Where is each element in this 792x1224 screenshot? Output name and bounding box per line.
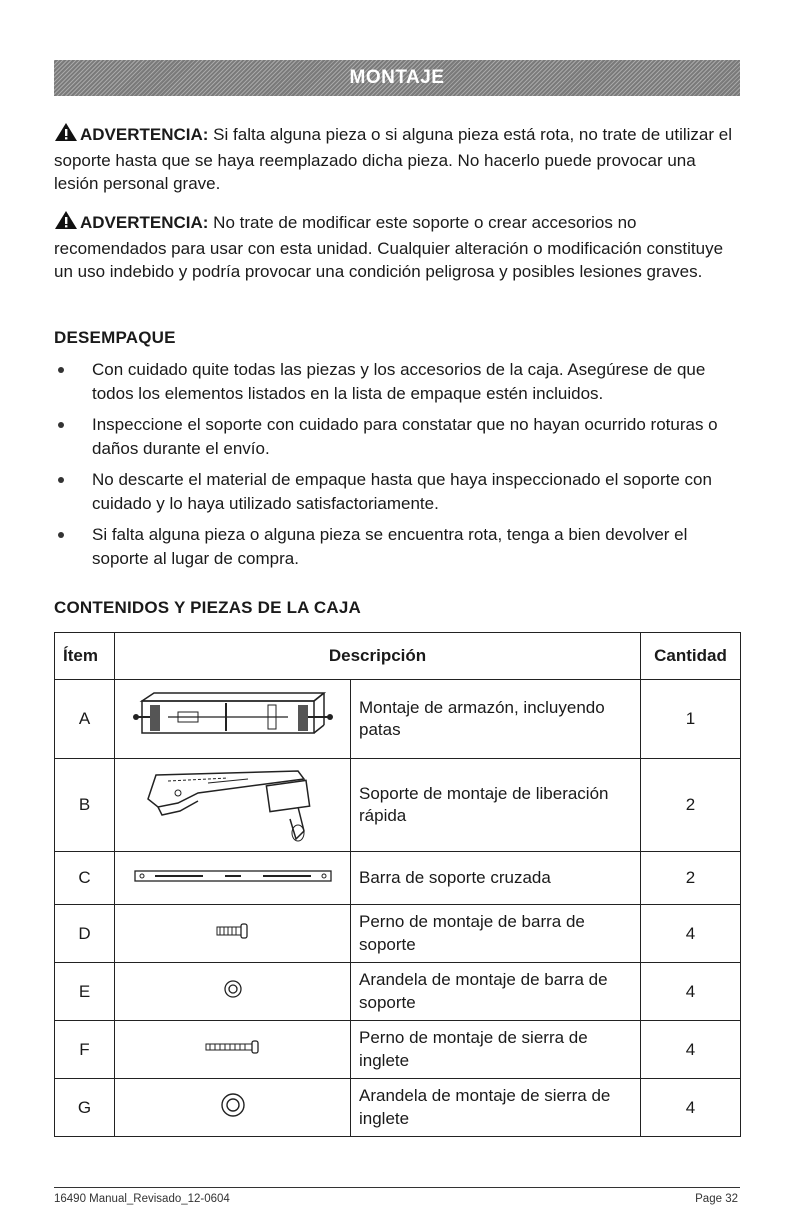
column-header-description: Descripción [115, 633, 641, 680]
parts-table [54, 632, 741, 1137]
item-quantity: 4 [641, 1079, 741, 1137]
warning-1-label: ADVERTENCIA: [80, 125, 209, 144]
cross-bar-icon [115, 852, 351, 905]
table-row [55, 905, 741, 963]
warning-triangle-icon [54, 210, 78, 237]
footer-divider [54, 1187, 740, 1188]
item-quantity: 4 [641, 905, 741, 963]
item-description: Arandela de montaje de sierra de inglete [351, 1079, 641, 1137]
list-item: Si falta alguna pieza o alguna pieza se encuentra rota, tenga a bien devolver el soporte al lugar de compra. [54, 523, 744, 570]
quick-release-bracket-icon [115, 759, 351, 852]
table-row [55, 963, 741, 1021]
column-header-item: Ítem [55, 633, 115, 680]
list-item: Con cuidado quite todas las piezas y los accesorios de la caja. Asegúrese de que todos los elementos listados en la lista de empaque estén incluidos. [54, 358, 744, 405]
item-description: Montaje de armazón, incluyendo patas [351, 680, 641, 759]
item-letter: D [55, 905, 115, 963]
footer-page-number: Page 32 [695, 1193, 738, 1205]
list-item: No descarte el material de empaque hasta que haya inspeccionado el soporte con cuidado y lo haya utilizado satisfactoriamente. [54, 468, 744, 515]
item-quantity: 2 [641, 852, 741, 905]
item-quantity: 1 [641, 680, 741, 759]
section-title: MONTAJE [349, 67, 445, 88]
item-description: Soporte de montaje de liberación rápida [351, 759, 641, 852]
warning-triangle-icon [54, 122, 78, 149]
section-title-bar [54, 60, 740, 96]
table-row [55, 1021, 741, 1079]
item-quantity: 2 [641, 759, 741, 852]
column-header-quantity: Cantidad [641, 633, 741, 680]
item-letter: F [55, 1021, 115, 1079]
item-description: Perno de montaje de sierra de inglete [351, 1021, 641, 1079]
item-quantity: 4 [641, 1021, 741, 1079]
list-item: Inspeccione el soporte con cuidado para constatar que no hayan ocurrido roturas o daños durante el envío. [54, 413, 744, 460]
table-row [55, 1079, 741, 1137]
unpacking-list [54, 358, 744, 578]
item-description: Arandela de montaje de barra de soporte [351, 963, 641, 1021]
warning-1-text: Si falta alguna pieza o si alguna pieza está rota, no trate de utilizar el soporte hasta que se haya reemplazado dicha pieza. No hacerlo puede provocar una lesión personal grave. [54, 125, 732, 193]
table-header-row [55, 633, 741, 680]
warning-1 [54, 122, 744, 196]
warning-2-text: No trate de modificar este soporte o crear accesorios no recomendados para usar con esta unidad. Cualquier alteración o modificación constituye un uso indebido y podría provocar una condición peligrosa y posibles lesiones graves. [54, 213, 724, 281]
frame-assembly-icon [115, 680, 351, 759]
table-row [55, 680, 741, 759]
table-row [55, 852, 741, 905]
long-bolt-icon [115, 1021, 351, 1079]
item-letter: C [55, 852, 115, 905]
item-quantity: 4 [641, 963, 741, 1021]
warning-2-label: ADVERTENCIA: [80, 213, 209, 232]
item-description: Barra de soporte cruzada [351, 852, 641, 905]
contents-heading: CONTENIDOS Y PIEZAS DE LA CAJA [54, 598, 362, 617]
item-letter: E [55, 963, 115, 1021]
item-letter: B [55, 759, 115, 852]
item-description: Perno de montaje de barra de soporte [351, 905, 641, 963]
large-washer-icon [115, 1079, 351, 1137]
small-washer-icon [115, 963, 351, 1021]
short-bolt-icon [115, 905, 351, 963]
warning-2 [54, 210, 744, 284]
footer-document-id: 16490 Manual_Revisado_12-0604 [54, 1193, 230, 1205]
table-row [55, 759, 741, 852]
item-letter: G [55, 1079, 115, 1137]
item-letter: A [55, 680, 115, 759]
unpacking-heading: DESEMPAQUE [54, 328, 176, 347]
